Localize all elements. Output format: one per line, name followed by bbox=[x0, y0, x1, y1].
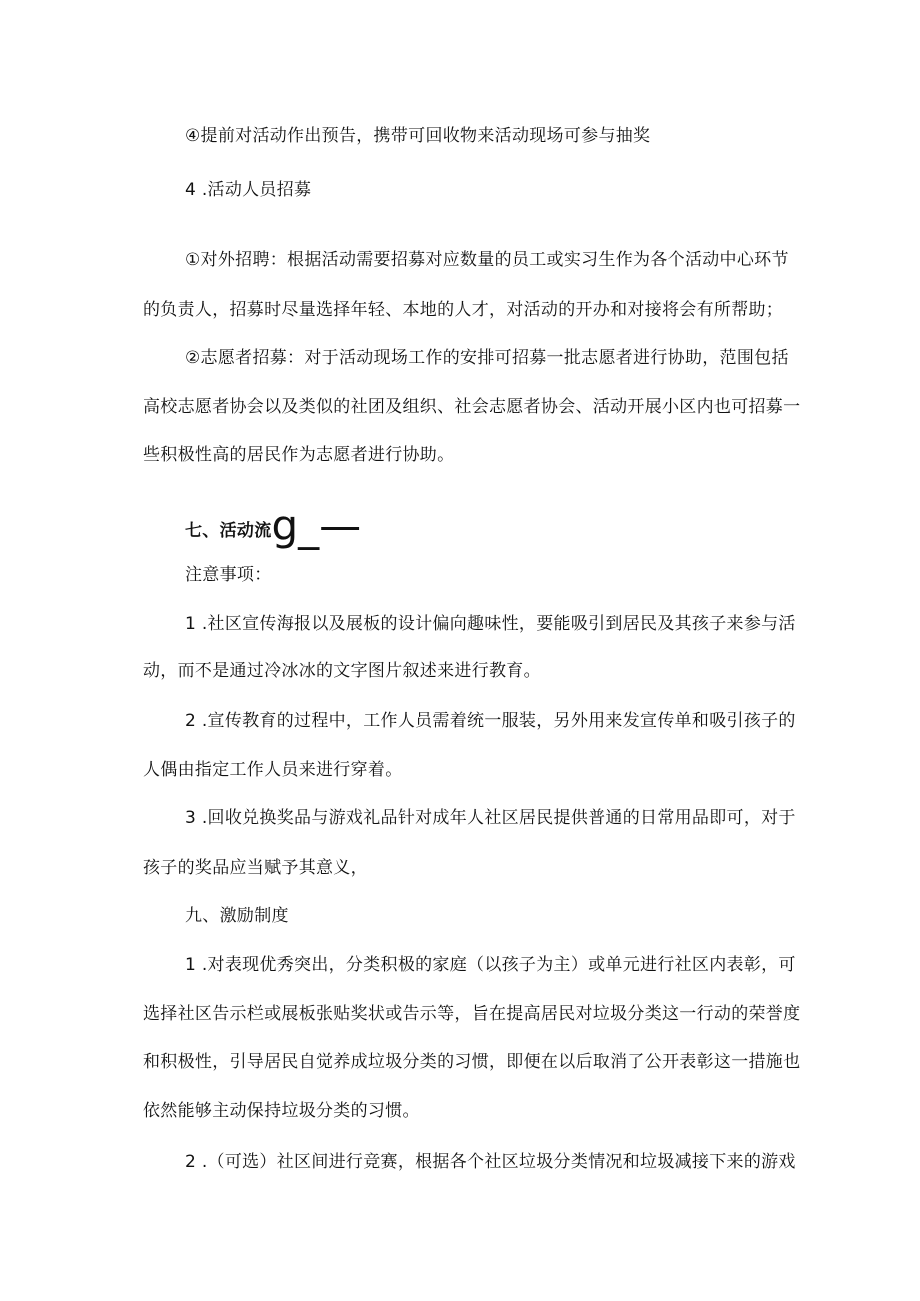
paragraph-volunteer-line3: 些积极性高的居民作为志愿者进行协助。 bbox=[143, 445, 455, 465]
section7-heading-text: 七、活动流 bbox=[185, 521, 272, 541]
notes-item1-line2: 动，而不是通过冷冰冰的文字图片叙述来进行教育。 bbox=[143, 661, 541, 681]
notes-item1-line1: 1 .社区宣传海报以及展板的设计偏向趣味性，要能吸引到居民及其孩子来参与活 bbox=[185, 614, 796, 634]
notes-item2-line1: 2 .宣传教育的过程中，工作人员需着统一服装，另外用来发宣传单和吸引孩子的 bbox=[185, 711, 796, 731]
section9-item2-line1: 2 .（可选）社区间进行竞赛，根据各个社区垃圾分类情况和垃圾减接下来的游戏 bbox=[185, 1152, 796, 1172]
section7-heading bbox=[185, 501, 362, 550]
notes-item3-line1: 3 .回收兑换奖品与游戏礼品针对成年人社区居民提供普通的日常用品即可，对于 bbox=[185, 808, 796, 828]
section9-item1-line2: 选择社区告示栏或展板张贴奖状或告示等，旨在提高居民对垃圾分类这一行动的荣誉度 bbox=[143, 1004, 801, 1024]
notes-title: 注意事项： bbox=[185, 565, 272, 585]
section-heading-recruitment: 4 .活动人员招募 bbox=[185, 180, 312, 200]
paragraph-volunteer-line2: 高校志愿者协会以及类似的社团及组织、社会志愿者协会、活动开展小区内也可招募一 bbox=[143, 397, 801, 417]
notes-item2-line2: 人偶由指定工作人员来进行穿着。 bbox=[143, 760, 403, 780]
paragraph-volunteer-line1: ②志愿者招募：对于活动现场工作的安排可招募一批志愿者进行协助，范围包括 bbox=[185, 348, 789, 368]
notes-item3-line2: 孩子的奖品应当赋予其意义， bbox=[143, 858, 368, 878]
paragraph-external-hiring-line2: 的负责人，招募时尽量选择年轻、本地的人才，对活动的开办和对接将会有所帮助； bbox=[143, 300, 784, 320]
section7-heading-glyph: g_— bbox=[271, 501, 362, 550]
section9-item1-line3: 和积极性，引导居民自觉养成垃圾分类的习惯，即便在以后取消了公开表彰这一措施也 bbox=[143, 1052, 801, 1072]
section9-heading: 九、激励制度 bbox=[185, 906, 289, 926]
section9-item1-line1: 1 .对表现优秀突出，分类积极的家庭（以孩子为主）或单元进行社区内表彰，可 bbox=[185, 955, 796, 975]
paragraph-external-hiring-line1: ①对外招聘：根据活动需要招募对应数量的员工或实习生作为各个活动中心环节 bbox=[185, 250, 789, 270]
section9-item1-line4: 依然能够主动保持垃圾分类的习惯。 bbox=[143, 1101, 420, 1121]
paragraph-lottery-notice: ④提前对活动作出预告，携带可回收物来活动现场可参与抽奖 bbox=[185, 126, 651, 146]
